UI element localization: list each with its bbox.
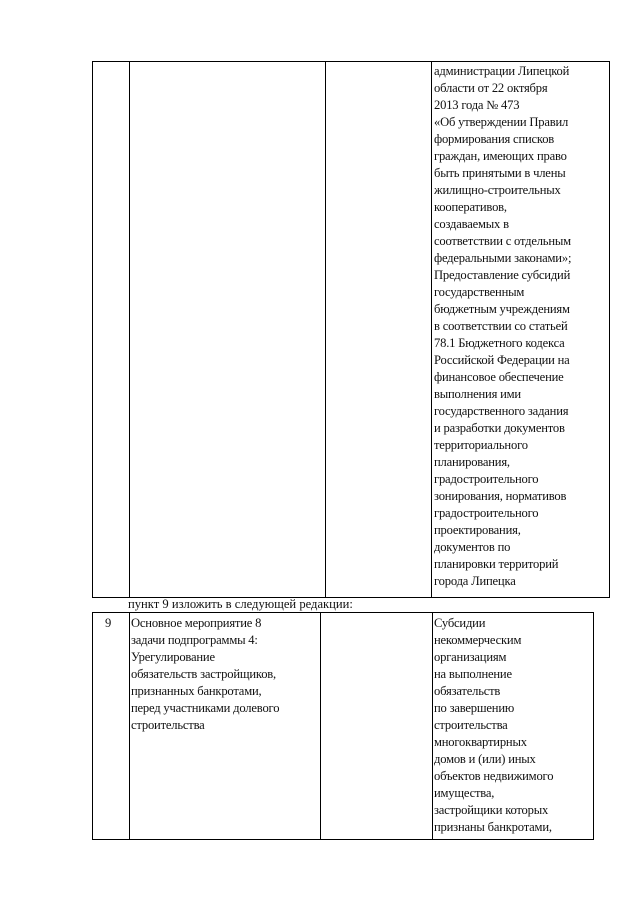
row-number-cell: 9 [105,616,112,630]
column-divider [129,62,130,597]
column-divider [431,62,432,597]
column-divider [432,613,433,839]
column-divider [320,613,321,839]
continued-table [92,61,610,598]
instruction-text: пункт 9 изложить в следующей редакции: [128,597,353,611]
column-divider [129,613,130,839]
column-divider [325,62,326,597]
measure-name-cell: Основное мероприятие 8 задачи подпрограммы 4: Урегулирование обязательств застройщиков, признанных банкротами, перед участниками долевого строительства [131,616,280,732]
measure-description-cell: администрации Липецкой области от 22 октября 2013 года № 473 «Об утверждении Правил формирования списков граждан, имеющих право быть принятыми в члены жилищно-строительных кооперативов, создаваемых в соответствии с отдельным федеральными законами»; Предоставление субсидий государственным бюджетным учреждениям в соответствии со статьей 78.1 Бюджетного кодекса Российской Федерации на финансовое обеспечение выполнения ими государственного задания и разработки документов территориального планирования, градостроительного зонирования, нормативов градостроительного проектирования, документов по планировки территорий города Липецка [434,64,572,588]
new-edition-table [92,612,594,840]
subsidy-description-cell: Субсидии некоммерческим организациям на выполнение обязательств по завершению строительства многоквартирных домов и (или) иных объектов недвижимого имущества, застройщики которых признаны банкротами, [434,616,554,834]
